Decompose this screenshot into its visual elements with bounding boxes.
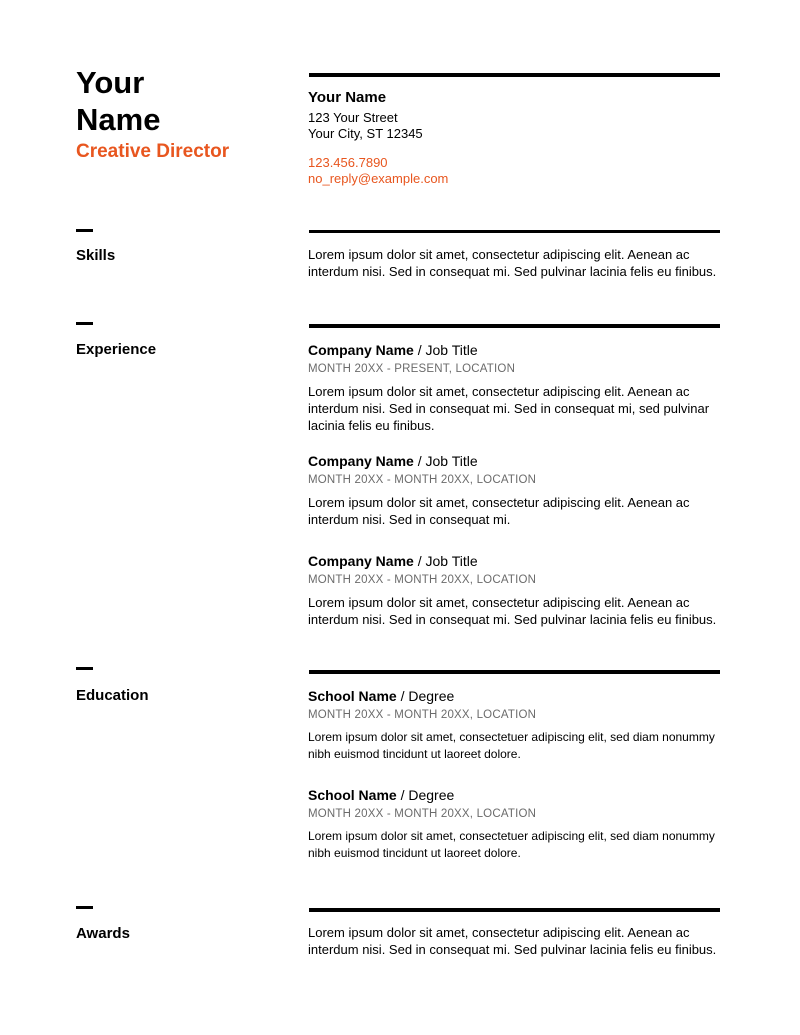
phone-number[interactable]: 123.456.7890 [308,155,388,170]
entry-dates: MONTH 20XX - MONTH 20XX, LOCATION [308,474,537,486]
city-address: Your City, ST 12345 [308,126,423,141]
experience-entry [308,552,728,628]
company-name: Company Name [308,553,414,569]
skills-dash [76,229,93,232]
education-entry [308,786,728,862]
education-rule [309,670,720,674]
entry-heading [308,452,728,470]
experience-rule [309,324,720,328]
entry-dates: MONTH 20XX - MONTH 20XX, LOCATION [308,808,537,820]
heading-separator: / [413,553,426,569]
company-name: Company Name [308,342,414,358]
street-address: 123 Your Street [308,110,398,125]
contact-block [308,89,728,187]
entry-description: Lorem ipsum dolor sit amet, consectetur adipiscing elit. Aenean ac interdum nisi. Sed in consequat mi. Sed in consequat mi, sed pulvinar lacinia felis eu finibus. [308,384,710,433]
school-name: School Name [308,688,397,704]
school-name: School Name [308,787,397,803]
resume-name [76,64,160,138]
education-dash [76,667,93,670]
degree: Degree [408,688,455,704]
heading-separator: / [396,787,409,803]
entry-heading [308,341,728,359]
entry-dates: MONTH 20XX - MONTH 20XX, LOCATION [308,574,537,586]
header-rule [309,73,720,77]
skills-title: Skills [76,247,116,264]
skills-text: Lorem ipsum dolor sit amet, consectetur adipiscing elit. Aenean ac interdum nisi. Sed in consequat mi. Sed pulvinar lacinia felis eu finibus. [308,247,717,279]
job-title: Job Title [425,553,478,569]
experience-title: Experience [76,341,157,358]
degree: Degree [408,787,455,803]
entry-description: Lorem ipsum dolor sit amet, consectetur adipiscing elit. Aenean ac interdum nisi. Sed in consequat mi. Sed pulvinar lacinia felis eu finibus. [308,595,717,627]
experience-dash [76,322,93,325]
experience-entry [308,452,728,528]
entry-heading [308,687,728,705]
entry-heading [308,786,728,804]
email-link[interactable]: no_reply@example.com [308,171,449,186]
entry-description: Lorem ipsum dolor sit amet, consectetur adipiscing elit. Aenean ac interdum nisi. Sed in consequat mi. [308,495,690,527]
entry-dates: MONTH 20XX - PRESENT, LOCATION [308,363,516,375]
heading-separator: / [396,688,409,704]
education-title: Education [76,687,149,704]
heading-separator: / [413,342,426,358]
entry-dates: MONTH 20XX - MONTH 20XX, LOCATION [308,709,537,721]
awards-dash [76,906,93,909]
education-entry [308,687,728,763]
job-title: Job Title [425,342,478,358]
job-role: Creative Director [76,141,230,162]
company-name: Company Name [308,453,414,469]
entry-description: Lorem ipsum dolor sit amet, consectetuer adipiscing elit, sed diam nonummy nibh euismod tincidunt ut laoreet dolore. [308,730,715,761]
name-line-1: Your [76,65,145,100]
entry-description: Lorem ipsum dolor sit amet, consectetuer adipiscing elit, sed diam nonummy nibh euismod tincidunt ut laoreet dolore. [308,829,715,860]
heading-separator: / [413,453,426,469]
skills-block [308,246,728,280]
awards-text: Lorem ipsum dolor sit amet, consectetur adipiscing elit. Aenean ac interdum nisi. Sed in consequat mi. Sed pulvinar lacinia felis eu finibus. [308,925,717,957]
experience-entry [308,341,728,434]
contact-name: Your Name [308,89,387,106]
skills-rule [309,230,720,233]
name-line-2: Name [76,102,161,137]
awards-title: Awards [76,925,130,942]
entry-heading [308,552,728,570]
awards-rule [309,908,720,912]
job-title: Job Title [425,453,478,469]
awards-block [308,924,728,958]
